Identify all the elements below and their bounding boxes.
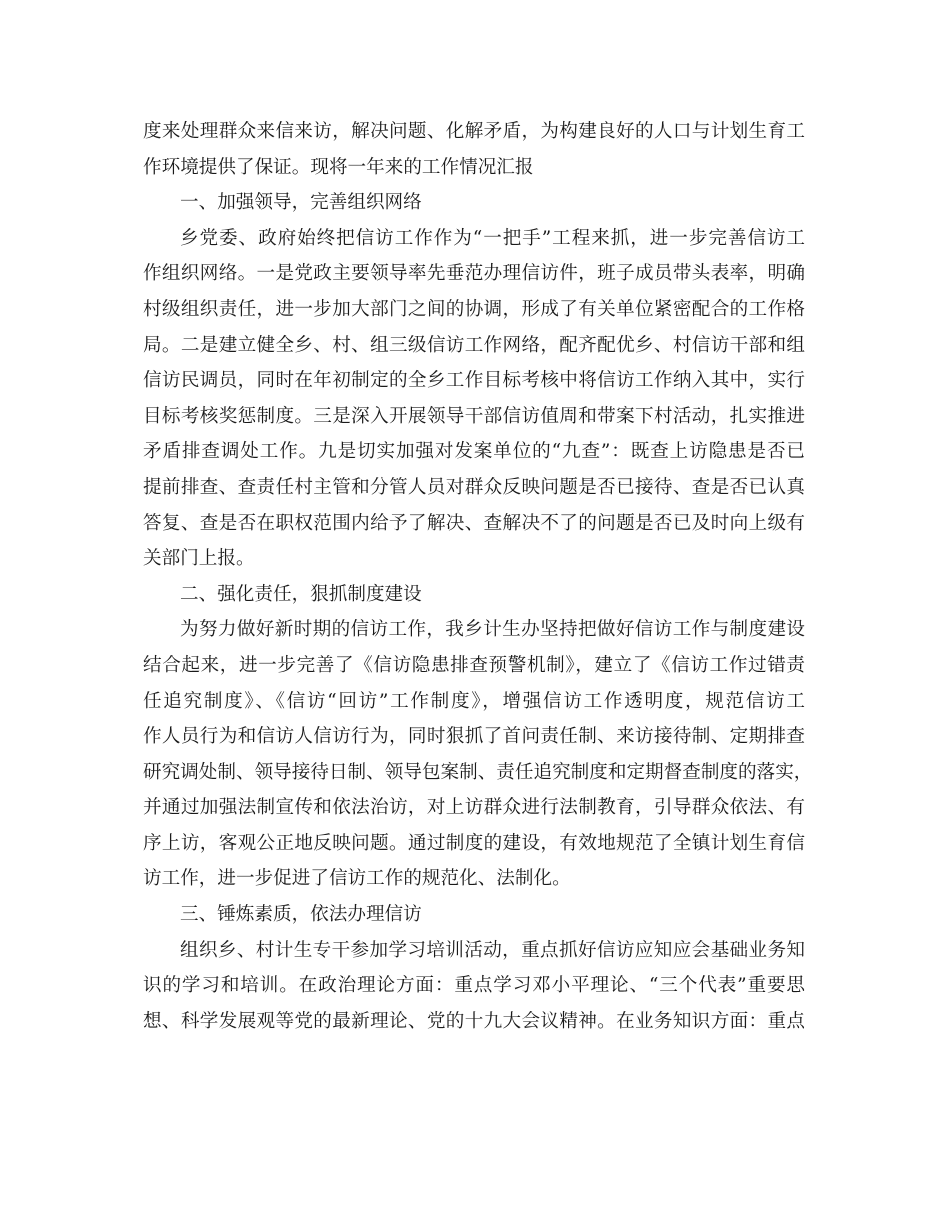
text-line: 度来处理群众来信来访，解决问题、化解矛盾，为构建良好的人口与计划生育工 [143, 121, 805, 142]
paragraph-first-line: 三、锤炼素质，依法办理信访 [180, 904, 422, 926]
text-line: 想、科学发展观等党的最新理论、党的十九大会议精神。在业务知识方面：重点 [143, 1010, 805, 1032]
text-line: 作组织网络。一是党政主要领导率先垂范办理信访件，班子成员带头表率，明确 [143, 263, 805, 285]
text-line: 序上访，客观公正地反映问题。通过制度的建设，有效地规范了全镇计划生育信 [143, 832, 805, 854]
paragraph-first-line: 一、加强领导，完善组织网络 [180, 192, 422, 214]
text-line: 作环境提供了保证。现将一年来的工作情况汇报 [143, 156, 534, 178]
text-line: 关部门上报。 [143, 548, 255, 570]
text-line: 矛盾排查调处工作。九是切实加强对发案单位的“九查”：既查上访隐患是否已 [143, 441, 805, 463]
text-line: 结合起来，进一步完善了《信访隐患排查预警机制》，建立了《信访工作过错责 [143, 654, 805, 676]
document-body [143, 114, 813, 1039]
text-line: 提前排查、查责任村主管和分管人员对群众反映问题是否已接待、查是否已认真 [143, 476, 805, 498]
paragraph-first-line: 组织乡、村计生专干参加学习培训活动，重点抓好信访应知应会基础业务知 [180, 939, 805, 961]
text-line: 访工作，进一步促进了信访工作的规范化、法制化。 [143, 868, 571, 890]
text-line: 信访民调员，同时在年初制定的全乡工作目标考核中将信访工作纳入其中，实行 [143, 370, 805, 392]
text-line: 作人员行为和信访人信访行为，同时狠抓了首问责任制、来访接待制、定期排查 [143, 726, 805, 748]
text-line: 研究调处制、领导接待日制、领导包案制、责任追究制度和定期督查制度的落实， [143, 761, 813, 783]
text-line: 村级组织责任，进一步加大部门之间的协调，形成了有关单位紧密配合的工作格 [143, 298, 805, 320]
text-line: 并通过加强法制宣传和依法治访，对上访群众进行法制教育，引导群众依法、有 [143, 797, 805, 819]
text-line: 识的学习和培训。在政治理论方面：重点学习邓小平理论、“三个代表”重要思 [143, 975, 805, 997]
text-line: 任追究制度》、《信访“回访”工作制度》，增强信访工作透明度，规范信访工 [143, 690, 805, 712]
paragraph-first-line: 二、强化责任，狠抓制度建设 [180, 583, 422, 605]
paragraph-first-line: 为努力做好新时期的信访工作，我乡计生办坚持把做好信访工作与制度建设 [180, 619, 805, 641]
text-line: 局。二是建立健全乡、村、组三级信访工作网络，配齐配优乡、村信访干部和组 [143, 334, 805, 356]
paragraph-first-line: 乡党委、政府始终把信访工作作为“一把手”工程来抓，进一步完善信访工 [180, 227, 805, 249]
text-line: 答复、查是否在职权范围内给予了解决、查解决不了的问题是否已及时向上级有 [143, 512, 805, 534]
text-line: 目标考核奖惩制度。三是深入开展领导干部信访值周和带案下村活动，扎实推进 [143, 405, 805, 427]
